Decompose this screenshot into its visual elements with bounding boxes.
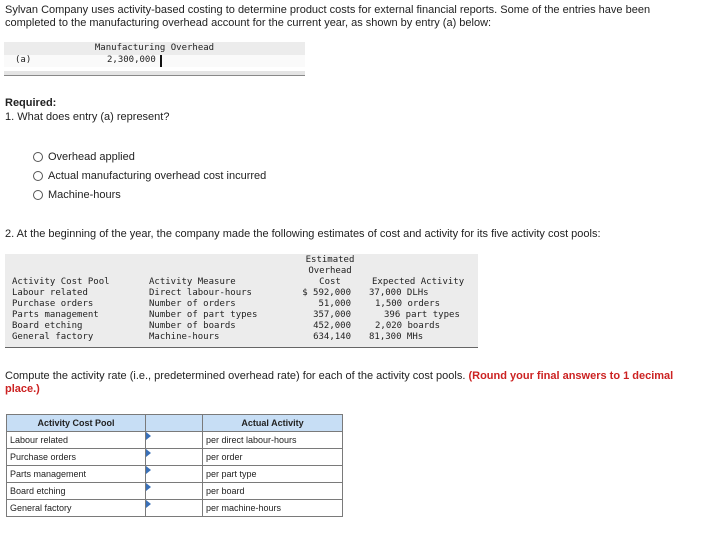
option-machine-hours[interactable]: Machine-hours [33, 188, 121, 202]
answer-unit: per board [203, 483, 343, 500]
answer-unit: per part type [203, 466, 343, 483]
option-actual-overhead[interactable]: Actual manufacturing overhead cost incurred [33, 169, 266, 183]
answer-pool: Labour related [7, 432, 146, 449]
t-account-title: Manufacturing Overhead [94, 43, 215, 53]
estimate-pool: Labour related [12, 288, 88, 298]
estimate-pool: Parts management [12, 310, 99, 320]
answer-table [6, 414, 343, 517]
estimate-cost: 51,000 [318, 299, 351, 309]
answer-unit: per direct labour-hours [203, 432, 343, 449]
input-indicator-icon [146, 449, 151, 457]
estimate-cost: 634,140 [313, 332, 351, 342]
activity-rate-input[interactable] [146, 483, 202, 499]
activity-rate-input[interactable] [146, 432, 202, 448]
activity-rate-input[interactable] [146, 449, 202, 465]
radio-button[interactable] [33, 152, 43, 162]
input-indicator-icon [146, 466, 151, 474]
estimate-cost: 452,000 [313, 321, 351, 331]
answer-unit: per machine-hours [203, 500, 343, 517]
input-indicator-icon [146, 500, 151, 508]
header-activity-cost-pool: Activity Cost Pool [7, 415, 146, 432]
radio-button[interactable] [33, 171, 43, 181]
answer-pool: Board etching [7, 483, 146, 500]
t-account-entry-label: (a) [15, 55, 32, 65]
header-measure: Activity Measure [149, 277, 236, 287]
t-account-divider [160, 55, 162, 67]
activity-rate-input[interactable] [146, 466, 202, 482]
estimate-measure: Number of boards [149, 321, 236, 331]
header-expected-activity: Expected Activity [372, 277, 465, 287]
estimate-cost: $ 592,000 [302, 288, 351, 298]
option-overhead-applied[interactable]: Overhead applied [33, 150, 135, 164]
estimate-activity: 81,300 MHs [369, 332, 424, 342]
question-1: 1. What does entry (a) represent? [5, 111, 170, 123]
radio-button[interactable] [33, 190, 43, 200]
intro-text: Sylvan Company uses activity-based costing to determine product costs for external financial reports. Some of the entries have been completed to the manufacturing overhead account for the current year, as shown by entry (a) below: [5, 4, 651, 29]
estimate-measure: Number of orders [149, 299, 236, 309]
activity-rate-input[interactable] [146, 500, 202, 516]
estimate-pool: Purchase orders [12, 299, 94, 309]
rounding-note: (Round your final answers to 1 decimal place.) [5, 370, 674, 395]
t-account [4, 42, 305, 76]
estimate-measure: Machine-hours [149, 332, 220, 342]
input-indicator-icon [146, 483, 151, 491]
header-pool: Activity Cost Pool [12, 277, 110, 287]
estimate-activity: 396 part types [384, 310, 460, 320]
question-2: 2. At the beginning of the year, the company made the following estimates of cost and activity for its five activity cost pools: [5, 228, 601, 240]
input-indicator-icon [146, 432, 151, 440]
header-estimated-cost: Estimated Overhead Cost [305, 255, 355, 287]
estimate-cost: 357,000 [313, 310, 351, 320]
estimate-activity: 1,500 orders [375, 299, 441, 309]
estimate-activity: 37,000 DLHs [369, 288, 429, 298]
compute-instruction: Compute the activity rate (i.e., predetermined overhead rate) for each of the activity cost pools. (Round your final answers to 1 decimal place.) [5, 370, 674, 395]
required-heading: Required: [5, 97, 57, 109]
answer-pool: Parts management [7, 466, 146, 483]
estimate-measure: Direct labour-hours [149, 288, 252, 298]
answer-pool: General factory [7, 500, 146, 517]
answer-unit: per order [203, 449, 343, 466]
estimate-pool: Board etching [12, 321, 83, 331]
header-actual-activity: Actual Activity [203, 415, 343, 432]
t-account-amount: 2,300,000 [107, 55, 156, 65]
estimate-pool: General factory [12, 332, 94, 342]
estimate-measure: Number of part types [149, 310, 258, 320]
estimate-activity: 2,020 boards [375, 321, 441, 331]
answer-pool: Purchase orders [7, 449, 146, 466]
